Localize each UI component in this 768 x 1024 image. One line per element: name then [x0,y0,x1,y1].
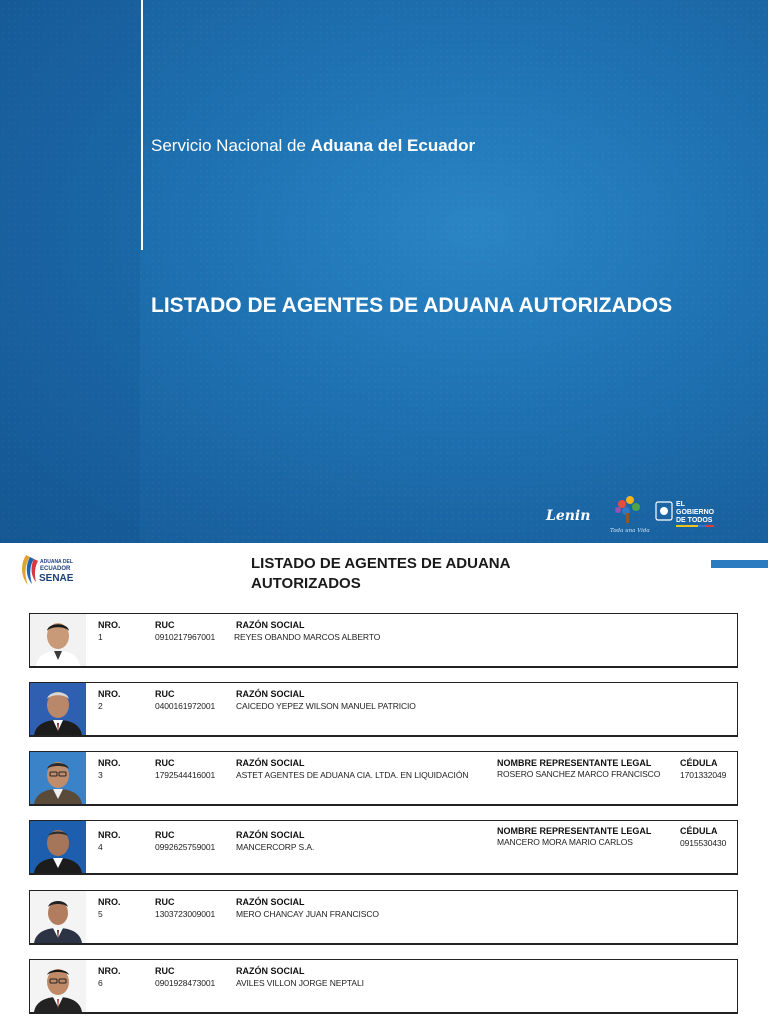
nro-value: 4 [98,842,103,852]
svg-text:DE TODOS: DE TODOS [676,517,713,524]
svg-text:EL: EL [676,501,685,508]
nro-label: NRO. [98,620,121,630]
cedula-label: CÉDULA [680,826,718,836]
nro-value: 1 [98,632,103,642]
ruc-value: 1303723009001 [155,909,216,919]
organization-name: Servicio Nacional de Aduana del Ecuador [151,136,476,155]
ruc-value: 0901928473001 [155,978,216,988]
cedula-value: 0915530430 [680,838,727,848]
gobierno-de-todos-logo [656,501,715,527]
agent-card [29,682,738,737]
ruc-label: RUC [155,897,175,907]
nro-label: NRO. [98,758,121,768]
razon-social-label: RAZÓN SOCIAL [236,966,305,976]
razon-social-label: RAZÓN SOCIAL [236,830,305,840]
ruc-label: RUC [155,758,175,768]
razon-social-value: REYES OBANDO MARCOS ALBERTO [234,632,381,642]
ruc-label: RUC [155,830,175,840]
razon-social-value: CAICEDO YEPEZ WILSON MANUEL PATRICIO [236,701,416,711]
agent-card [29,959,738,1014]
cedula-value: 1701332049 [680,770,727,780]
razon-social-value: AVILES VILLON JORGE NEPTALI [236,978,364,988]
nro-value: 2 [98,701,103,711]
representante-legal-label: NOMBRE REPRESENTANTE LEGAL [497,826,652,836]
agent-photo [30,821,86,873]
agent-photo [30,752,86,804]
razon-social-value: ASTET AGENTES DE ADUANA CIA. LTDA. EN LIQUIDACIÓN [236,770,469,780]
agent-photo [30,683,86,735]
ruc-value: 1792544416001 [155,770,216,780]
razon-social-label: RAZÓN SOCIAL [236,620,305,630]
svg-text:SENAE: SENAE [39,573,74,584]
cover-divider-line [141,0,143,250]
razon-social-value: MANCERCORP S.A. [236,842,315,852]
agent-card [29,751,738,806]
agent-card [29,890,738,945]
nro-value: 6 [98,978,103,988]
cover-title: LISTADO DE AGENTES DE ADUANA AUTORIZADOS [151,294,673,317]
nro-label: NRO. [98,897,121,907]
representante-legal-value: MANCERO MORA MARIO CARLOS [497,837,633,847]
ruc-value: 0910217967001 [155,632,216,642]
ruc-value: 0992625759001 [155,842,216,852]
ruc-label: RUC [155,966,175,976]
nro-value: 5 [98,909,103,919]
representante-legal-value: ROSERO SANCHEZ MARCO FRANCISCO [497,769,661,779]
cedula-label: CÉDULA [680,758,718,768]
svg-text:ECUADOR: ECUADOR [40,566,71,572]
agents-list-slide [0,543,768,1024]
lenin-signature-logo: Lenin [546,508,591,524]
list-title: LISTADO DE AGENTES DE ADUANA AUTORIZADOS [251,555,510,592]
razon-social-label: RAZÓN SOCIAL [236,758,305,768]
agent-photo [30,960,86,1012]
razon-social-label: RAZÓN SOCIAL [236,897,305,907]
razon-social-value: MERO CHANCAY JUAN FRANCISCO [236,909,379,919]
nro-label: NRO. [98,830,121,840]
agent-photo [30,614,86,666]
svg-text:Toda una Vida: Toda una Vida [610,528,650,534]
ruc-label: RUC [155,689,175,699]
agent-card [29,820,738,875]
nro-value: 3 [98,770,103,780]
senae-logo [18,551,76,595]
nro-label: NRO. [98,966,121,976]
agent-card [29,613,738,668]
ruc-label: RUC [155,620,175,630]
representante-legal-label: NOMBRE REPRESENTANTE LEGAL [497,758,652,768]
svg-text:GOBIERNO: GOBIERNO [676,509,715,516]
toda-una-vida-logo [610,496,650,534]
agent-photo [30,891,86,943]
ruc-value: 0400161972001 [155,701,216,711]
razon-social-label: RAZÓN SOCIAL [236,689,305,699]
nro-label: NRO. [98,689,121,699]
accent-bar [711,560,768,568]
svg-text:ADUANA DEL: ADUANA DEL [40,559,73,565]
government-logos [540,490,730,534]
